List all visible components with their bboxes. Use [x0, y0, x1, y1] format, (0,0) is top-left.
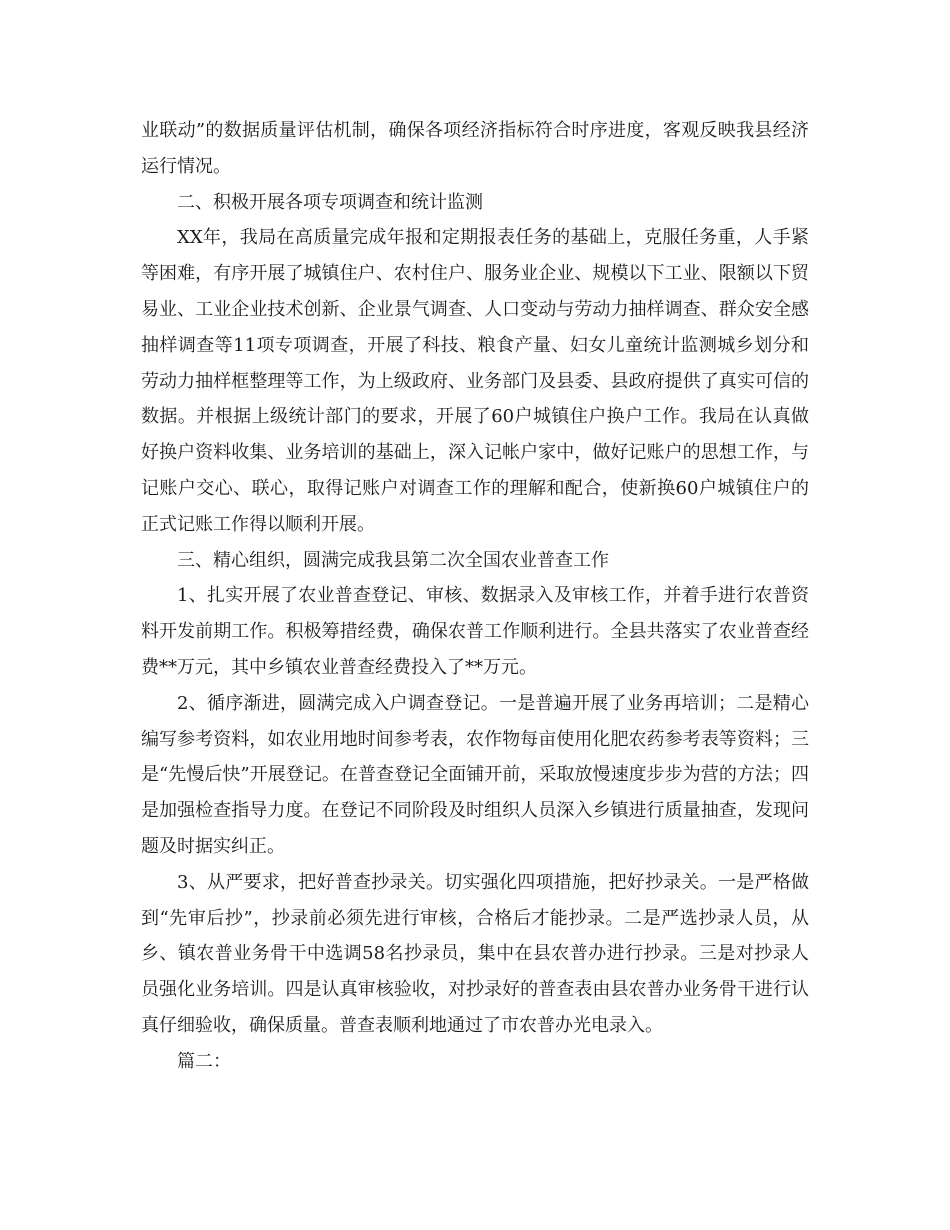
paragraph-continuation: 业联动”的数据质量评估机制，确保各项经济指标符合时序进度，客观反映我县经济运行情况。 [141, 120, 809, 177]
section-heading-3: 三、精心组织，圆满完成我县第二次全国农业普查工作 [177, 549, 609, 571]
paragraph-item-2: 2、循序渐进，圆满完成入户调查登记。一是普遍开展了业务再培训；二是精心编写参考资料，如农业用地时间参考表，农作物每亩使用化肥农药参考表等资料；三是“先慢后快”开展登记。在普查登记全面铺开前，采取放慢速度步步为营的方法；四是加强检查指导力度。在登记不同阶段及时组织人员深入乡镇进行质量抽查，发现问题及时据实纠正。 [141, 692, 809, 857]
paragraph-item-1: 1、扎实开展了农业普查登记、审核、数据录入及审核工作，并着手进行农普资料开发前期工作。积极筹措经费，确保农普工作顺利进行。全县共落实了农业普查经费**万元，其中乡镇农业普查经费投入了**万元。 [141, 585, 809, 678]
section-heading-2: 二、积极开展各项专项调查和统计监测 [177, 191, 483, 213]
document-body [141, 113, 809, 1080]
paragraph-surveys: XX年，我局在高质量完成年报和定期报表任务的基础上，克服任务重，人手紧等困难，有序开展了城镇住户、农村住户、服务业企业、规模以下工业、限额以下贸易业、工业企业技术创新、企业景气调查、人口变动与劳动力抽样调查、群众安全感抽样调查等11项专项调查，开展了科技、粮食产量、妇女儿童统计监测城乡划分和劳动力抽样框整理等工作，为上级政府、业务部门及县委、县政府提供了真实可信的数据。并根据上级统计部门的要求，开展了60户城镇住户换户工作。我局在认真做好换户资料收集、业务培训的基础上，深入记帐户家中，做好记账户的思想工作，与记账户交心、联心，取得记账户对调查工作的理解和配合，使新换60户城镇住户的正式记账工作得以顺利开展。 [141, 227, 809, 535]
chapter-label: 篇二： [177, 1050, 231, 1072]
paragraph-item-3: 3、从严要求，把好普查抄录关。切实强化四项措施，把好抄录关。一是严格做到“先审后抄”，抄录前必须先进行审核，合格后才能抄录。二是严选抄录人员，从乡、镇农普业务骨干中选调58名抄录员，集中在县农普办进行抄录。三是对抄录人员强化业务培训。四是认真审核验收，对抄录好的普查表由县农普办业务骨干进行认真仔细验收，确保质量。普查表顺利地通过了市农普办光电录入。 [141, 871, 809, 1036]
